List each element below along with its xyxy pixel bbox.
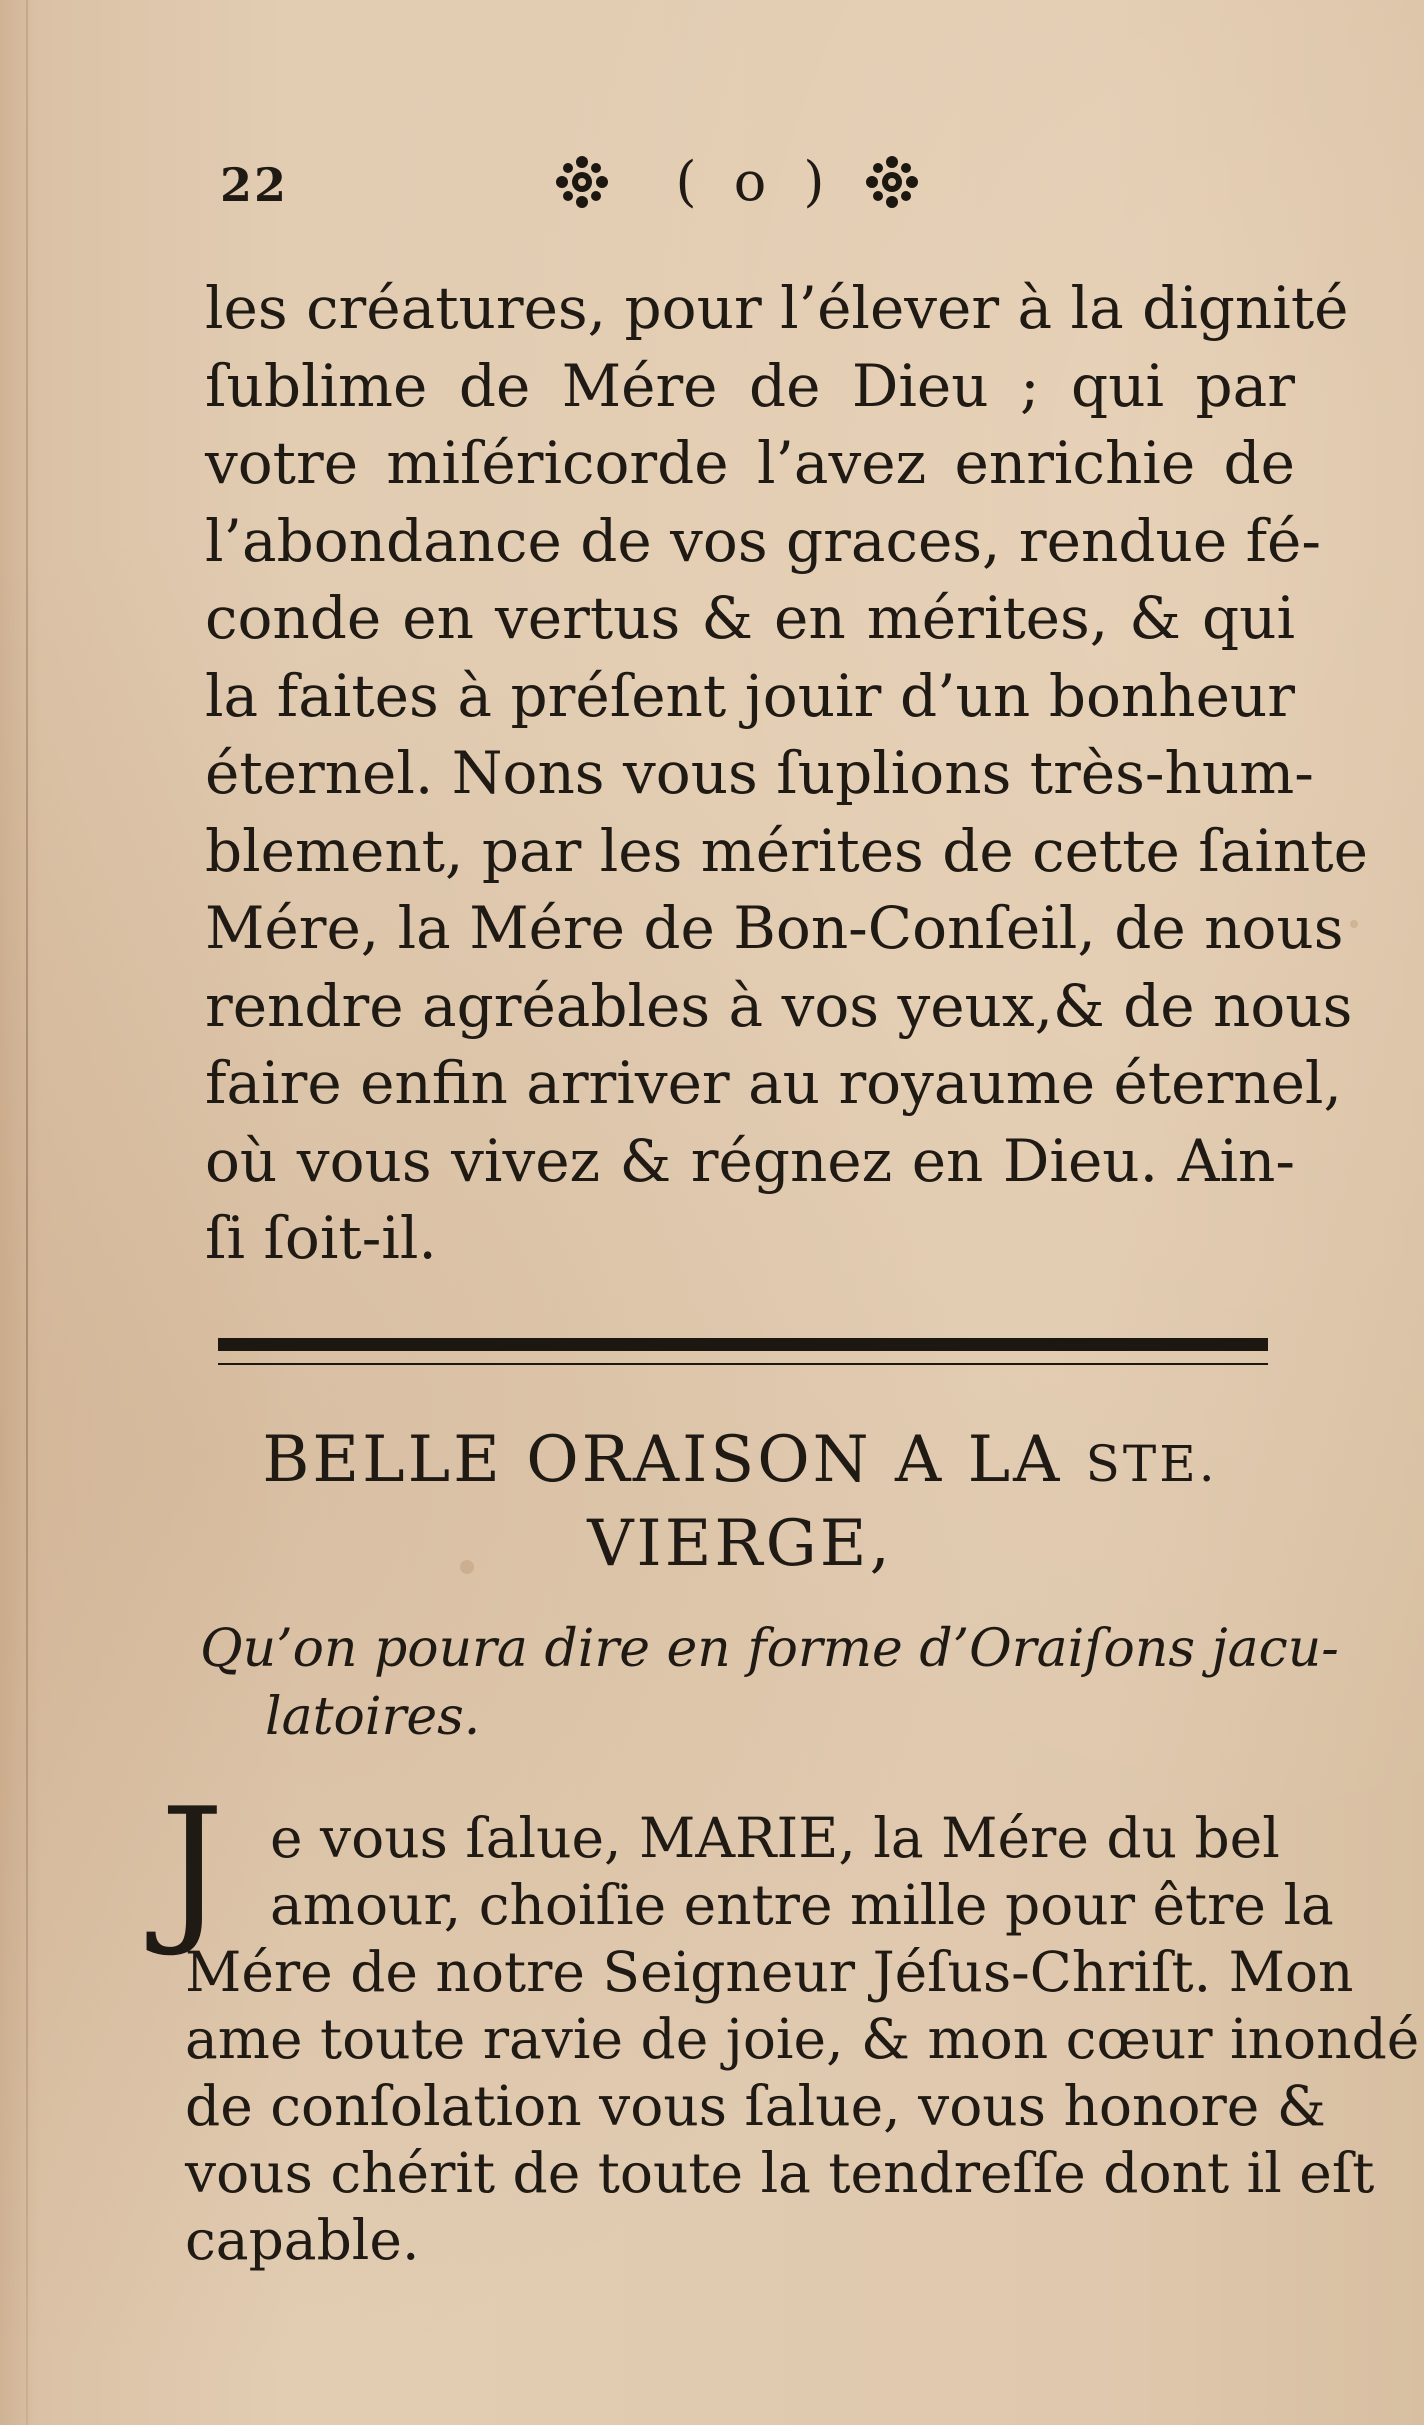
page-edge-shadow [26,0,28,2425]
text-line: amour, choiſie entre mille pour être la [270,1873,1334,1937]
text-line: e vous ſalue, MARIE, la Mére du bel [270,1806,1280,1870]
section-divider-thick [218,1338,1268,1351]
paper-stain [1350,920,1358,928]
signature-mark: ( o ) [675,150,835,213]
text-line: l’abondance de vos graces, rendue fé- [205,506,1321,575]
text-line: ame toute ravie de joie, & mon cœur inondé [185,2007,1420,2071]
page-header [220,150,1020,220]
section-title-line2: VIERGE, [587,1507,893,1581]
page-number: 22 [220,158,289,212]
section-subtitle [200,1615,1339,1751]
text-line: faire enfin arriver au royaume éternel, [205,1049,1342,1117]
flower-ornament-icon [860,150,924,214]
subtitle-line: latoires. [265,1687,481,1747]
body-paragraph [205,270,1368,1278]
section-divider-thin [218,1363,1268,1365]
prayer-paragraph [160,1773,1420,2274]
drop-cap: J [160,1773,225,1960]
subtitle-line: Qu’on poura dire en forme d’Oraiſons jacu- [200,1619,1339,1679]
text-line: où vous vivez & régnez en Dieu. Ain- [205,1126,1295,1195]
text-line: de conſolation vous ſalue, vous honore & [185,2074,1326,2138]
text-line: conde en vertus & en mérites, & qui [205,584,1295,652]
text-line: les créatures, pour l’élever à la dignité [205,274,1349,342]
text-line: rendre agréables à vos yeux,& de nous [205,971,1353,1040]
text-line: Mére de notre Seigneur Jéſus-Chriſt. Mon [185,1940,1354,2004]
text-line: vous chérit de toute la tendreſſe dont il eſt [185,2141,1375,2205]
text-line: votre miſéricorde l’avez enrichie de [205,429,1295,497]
text-line: Mére, la Mére de Bon-Conſeil, de nous [205,894,1344,962]
section-title-abbrev: STE. [1085,1435,1218,1493]
text-line: la faites à préſent jouir d’un bonheur [205,661,1295,730]
flower-ornament-icon [550,150,614,214]
text-line: éternel. Nons vous ſuplions très-hum- [205,739,1314,807]
text-line: ſublime de Mére de Dieu ; qui par [205,351,1295,420]
text-line: capable. [185,2208,420,2272]
text-line: blement, par les mérites de cette ſainte [205,816,1368,885]
text-line: ſi ſoit-il. [205,1204,437,1272]
section-title-main: BELLE ORAISON A LA [262,1423,1086,1497]
section-title [190,1420,1290,1584]
